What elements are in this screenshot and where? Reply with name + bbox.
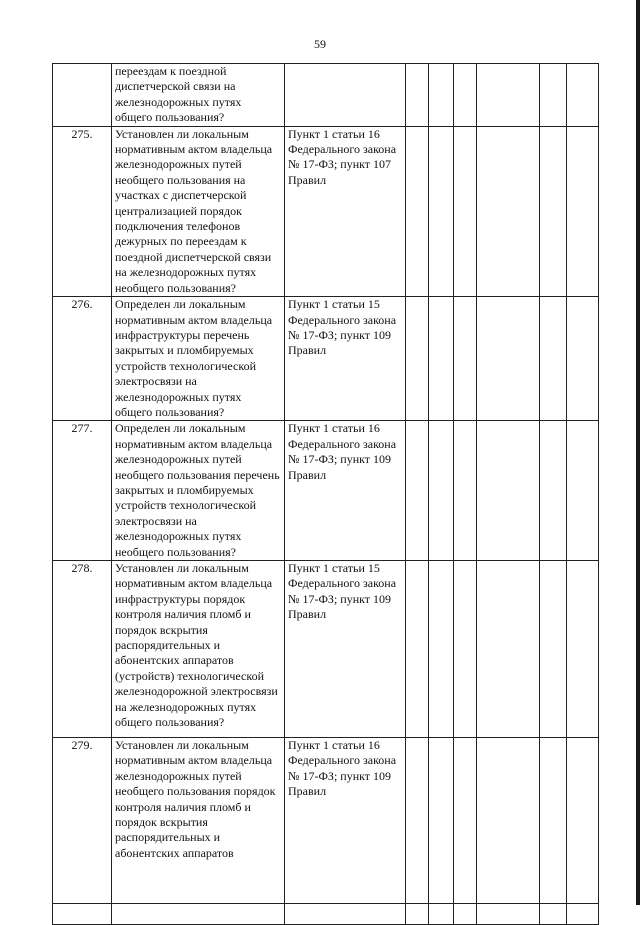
empty-cell (454, 297, 477, 421)
empty-cell (406, 126, 429, 296)
table-row (53, 738, 599, 925)
empty-cell (454, 126, 477, 296)
scan-edge (636, 0, 640, 905)
legal-reference: Пункт 1 статьи 16 Федерального закона № 17-ФЗ; пункт 107 Правил (285, 126, 406, 296)
question-text: переездам к поездной диспетчерской связи на железнодорожных путях общего пользования? (112, 64, 285, 127)
checklist-table (52, 63, 599, 925)
question-text: Установлен ли локальным нормативным актом владельца инфраструктуры порядок контроля наличия пломб и порядок вскрытия распорядительных и абонентских аппаратов (устройств) технологической железнодорожной электросвязи на железнодорожных путях общего пользования? (112, 561, 285, 738)
empty-cell (406, 64, 429, 127)
empty-cell (454, 738, 477, 925)
row-number: 277. (53, 421, 112, 561)
empty-cell (567, 421, 599, 561)
empty-cell (406, 421, 429, 561)
legal-reference: Пункт 1 статьи 16 Федерального закона № 17-ФЗ; пункт 109 Правил (285, 421, 406, 561)
empty-cell (567, 297, 599, 421)
empty-cell (406, 561, 429, 738)
table-row (53, 297, 599, 421)
empty-cell (567, 126, 599, 296)
legal-reference: Пункт 1 статьи 16 Федерального закона № 17-ФЗ; пункт 109 Правил (285, 738, 406, 925)
legal-reference: Пункт 1 статьи 15 Федерального закона № 17-ФЗ; пункт 109 Правил (285, 561, 406, 738)
table-row (53, 64, 599, 127)
empty-cell (540, 297, 567, 421)
empty-cell (477, 738, 540, 925)
empty-cell (477, 126, 540, 296)
empty-cell (540, 561, 567, 738)
empty-cell (429, 561, 454, 738)
empty-cell (477, 297, 540, 421)
row-number: 275. (53, 126, 112, 296)
question-text: Определен ли локальным нормативным актом владельца инфраструктуры перечень закрытых и пломбируемых устройств технологической электросвязи на железнодорожных путях общего пользования? (112, 297, 285, 421)
row-number: 278. (53, 561, 112, 738)
page-bottom-line (52, 903, 598, 904)
empty-cell (406, 738, 429, 925)
empty-cell (454, 421, 477, 561)
row-number: 276. (53, 297, 112, 421)
empty-cell (429, 421, 454, 561)
empty-cell (454, 561, 477, 738)
question-text: Установлен ли локальным нормативным актом владельца железнодорожных путей необщего пользования на участках с диспетчерской централизацией порядок подключения телефонов дежурных по переездам к поездной диспетчерской связи на железнодорожных путях необщего пользования? (112, 126, 285, 296)
row-number (53, 64, 112, 127)
row-number: 279. (53, 738, 112, 925)
empty-cell (429, 64, 454, 127)
table-row (53, 421, 599, 561)
empty-cell (540, 738, 567, 925)
empty-cell (429, 126, 454, 296)
empty-cell (429, 297, 454, 421)
question-text: Определен ли локальным нормативным актом владельца железнодорожных путей необщего пользования перечень закрытых и пломбируемых устройств технологической электросвязи на железнодорожных путях необщего пользования? (112, 421, 285, 561)
empty-cell (406, 297, 429, 421)
empty-cell (477, 421, 540, 561)
empty-cell (477, 561, 540, 738)
empty-cell (540, 126, 567, 296)
empty-cell (429, 738, 454, 925)
table-row (53, 126, 599, 296)
legal-reference (285, 64, 406, 127)
empty-cell (540, 421, 567, 561)
empty-cell (454, 64, 477, 127)
empty-cell (567, 738, 599, 925)
empty-cell (567, 561, 599, 738)
legal-reference: Пункт 1 статьи 15 Федерального закона № 17-ФЗ; пункт 109 Правил (285, 297, 406, 421)
empty-cell (567, 64, 599, 127)
empty-cell (540, 64, 567, 127)
question-text: Установлен ли локальным нормативным актом владельца железнодорожных путей необщего пользования порядок контроля наличия пломб и порядок вскрытия распорядительных и абонентских аппаратов (112, 738, 285, 925)
page-number: 59 (314, 37, 326, 51)
table-row (53, 561, 599, 738)
empty-cell (477, 64, 540, 127)
